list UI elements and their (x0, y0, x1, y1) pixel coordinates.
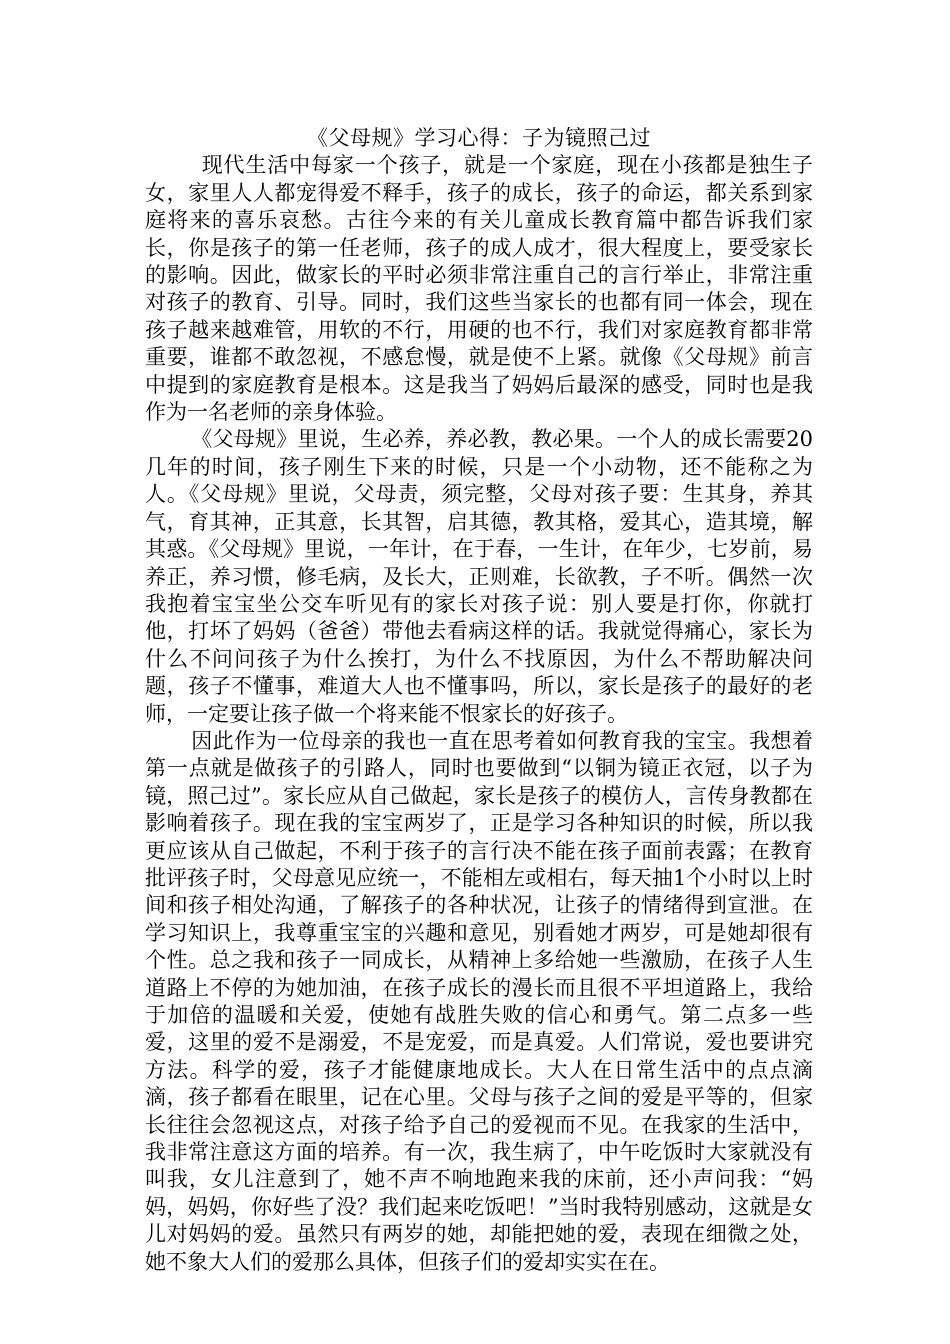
document-body (145, 125, 813, 1276)
paragraph-1: 现代生活中每家一个孩子，就是一个家庭，现在小孩都是独生子女，家里人人都宠得爱不释手，孩子的成长，孩子的命运，都关系到家庭将来的喜乐哀愁。古往今来的有关儿童成长教育篇中都告诉我们家长，你是孩子的第一任老师，孩子的成人成才，很大程度上，要受家长的影响。因此，做家长的平时必须非常注重自己的言行举止，非常注重对孩子的教育、引导。同时，我们这些当家长的也都有同一体会，现在孩子越来越难管，用软的不行，用硬的也不行，我们对家庭教育都非常重要，谁都不敢忽视，不感怠慢，就是使不上紧。就像《父母规》前言中提到的家庭教育是根本。这是我当了妈妈后最深的感受，同时也是我作为一名老师的亲身体验。 (145, 153, 813, 425)
paragraph-2: 《父母规》里说，生必养，养必教，教必果。一个人的成长需要20几年的时间，孩子刚生下来的时候，只是一个小动物，还不能称之为人。《父母规》里说，父母责，须完整，父母对孩子要：生其身，养其气，育其神，正其意，长其智，启其德，教其格，爱其心，造其境，解其惑。《父母规》里说，一年计，在于春，一生计，在年少，七岁前，易养正，养习惯，修毛病，及长大，正则难，长欲教，子不听。偶然一次我抱着宝宝坐公交车听见有的家长对孩子说：别人要是打你，你就打他，打坏了妈妈（爸爸）带他去看病这样的话。我就觉得痛心，家长为什么不问问孩子为什么挨打，为什么不找原因，为什么不帮助解决问题，孩子不懂事，难道大人也不懂事吗，所以，家长是孩子的最好的老师，一定要让孩子做一个将来能不恨家长的好孩子。 (145, 427, 813, 726)
document-title: 《父母规》学习心得：子为镜照己过 (307, 126, 651, 150)
paragraph-3: 因此作为一位母亲的我也一直在思考着如何教育我的宝宝。我想着第一点就是做孩子的引路人，同时也要做到“以铜为镜正衣冠，以子为镜，照己过”。家长应从自己做起，家长是孩子的模仿人，言传身教都在影响着孩子。现在我的宝宝两岁了，正是学习各种知识的时候，所以我更应该从自己做起，不利于孩子的言行决不能在孩子面前表露；在教育批评孩子时，父母意见应统一，不能相左或相右，每天抽1个小时以上时间和孩子相处沟通，了解孩子的各种状况，让孩子的情绪得到宣泄。在学习知识上，我尊重宝宝的兴趣和意见，别看她才两岁，可是她却很有个性。总之我和孩子一同成长，从精神上多给她一些激励，在孩子人生道路上不停的为她加油，在孩子成长的漫长而且很不平坦道路上，我给于加倍的温暖和关爱，使她有战胜失败的信心和勇气。第二点多一些爱，这里的爱不是溺爱，不是宠爱，而是真爱。人们常说，爱也要讲究方法。科学的爱，孩子才能健康地成长。大人在日常生活中的点点滴滴，孩子都看在眼里，记在心里。父母与孩子之间的爱是平等的，但家长往往会忽视这点，对孩子给予自己的爱视而不见。在我家的生活中，我非常注意这方面的培养。有一次，我生病了，中午吃饭时大家就没有叫我，女儿注意到了，她不声不响地跑来我的床前，还小声问我：“妈妈，妈妈，你好些了没？我们起来吃饭吧！”当时我特别感动，这就是女儿对妈妈的爱。虽然只有两岁的她，却能把她的爱，表现在细微之处，她不象大人们的爱那么具体，但孩子们的爱却实实在在。 (145, 728, 813, 1274)
